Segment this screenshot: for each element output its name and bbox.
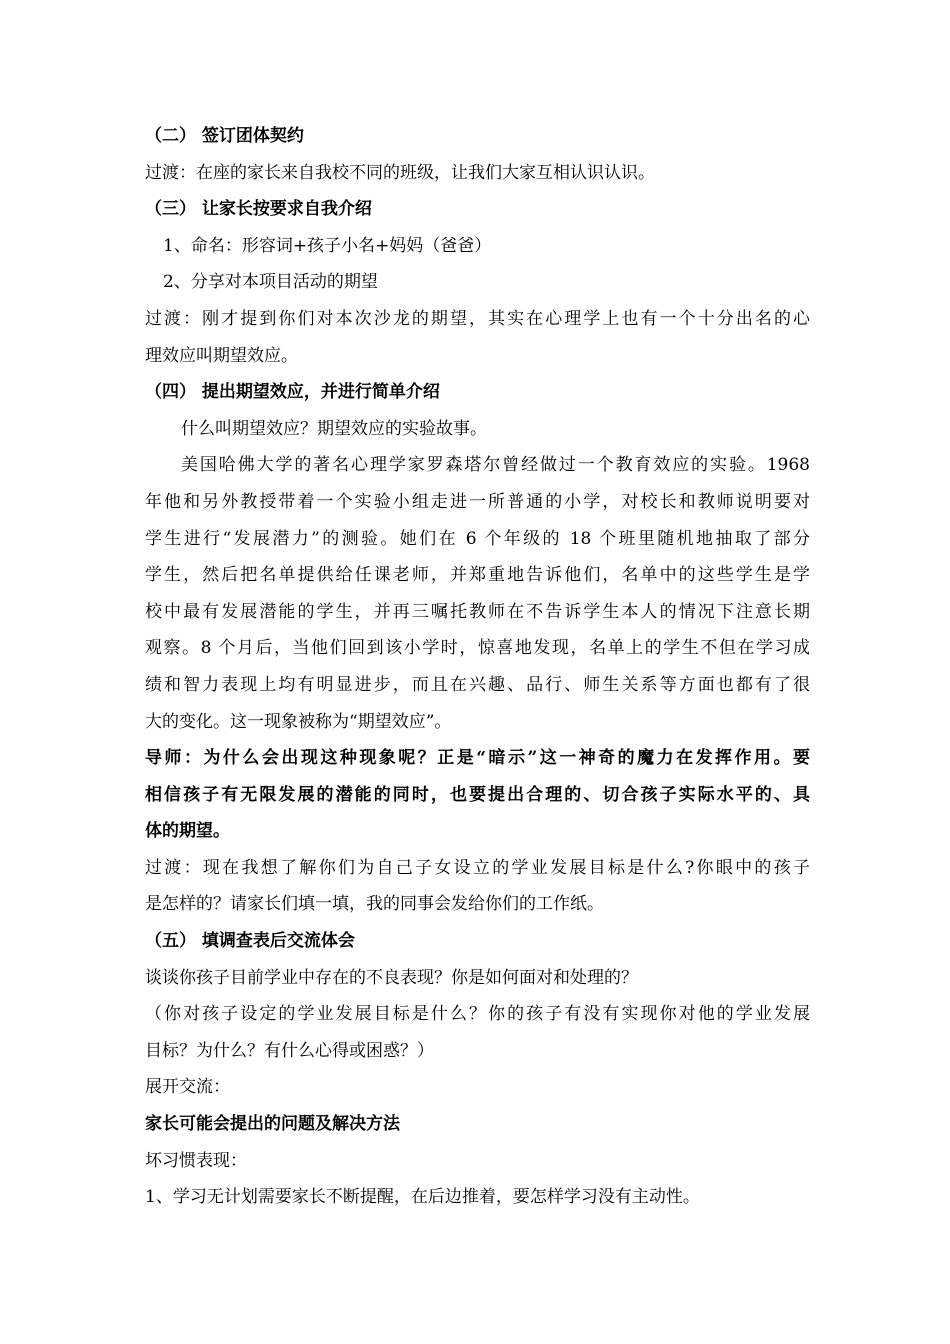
section-heading-2: （二） 签订团体契约 [145,126,304,146]
expand-line: 展开交流： [145,1077,230,1098]
question-line: 什么叫期望效应？期望效应的实验故事。 [181,418,487,439]
paragraph-line: 过渡：刚才提到你们对本次沙龙的期望，其实在心理学上也有一个十分出名的心 [145,308,810,329]
paragraph-line: 年他和另外教授带着一个实验小组走进一所普通的小学，对校长和教师说明要对 [145,491,810,512]
paragraph-line: 观察。8 个月后，当他们回到该小学时，惊喜地发现，名单上的学生不但在学习成 [145,638,810,659]
mentor-paragraph [145,740,810,850]
paragraph-line: 过渡：现在我想了解你们为自己子女设立的学业发展目标是什么?你眼中的孩子 [145,857,810,878]
paragraph-line: 美国哈佛大学的著名心理学家罗森塔尔曾经做过一个教育效应的实验。1968 [181,455,810,476]
paragraph-line: 理效应叫期望效应。 [145,345,298,366]
habit-item-1: 1、学习无计划需要家长不断提醒，在后边推着，要怎样学习没有主动性。 [145,1187,700,1208]
story-paragraph [145,447,810,740]
section-heading-3: （三） 让家长按要求自我介绍 [145,199,372,220]
problems-heading: 家长可能会提出的问题及解决方法 [145,1114,400,1135]
section-heading-5: （五） 填调查表后交流体会 [145,931,355,952]
paragraph-line: 大的变化。这一现象被称为“期望效应”。 [145,711,452,732]
paragraph-line: 体的期望。 [145,821,230,842]
paragraph-line: 学生进行“发展潜力”的测验。她们在 6 个年级的 18 个班里随机地抽取了部分 [145,528,810,549]
list-item-2: 2、分享对本项目活动的期望 [163,272,378,293]
bad-habits-label: 坏习惯表现： [145,1150,247,1171]
paragraph-line: 校中最有发展潜能的学生，并再三嘱托教师在不告诉学生本人的情况下注意长期 [145,601,810,622]
list-item-1: 1、命名：形容词+孩子小名+妈妈（爸爸） [163,235,492,256]
transition-paragraph-2 [145,301,810,374]
discussion-line-1: 谈谈你孩子目前学业中存在的不良表现？你是如何面对和处理的？ [145,967,638,988]
paragraph-line: 目标？为什么？有什么心得或困惑？） [145,1040,434,1061]
paragraph-line: 是怎样的？请家长们填一填，我的同事会发给你们的工作纸。 [145,894,604,915]
discussion-paragraph-2 [145,996,810,1069]
paragraph-line: 相信孩子有无限发展的潜能的同时，也要提出合理的、切合孩子实际水平的、具 [145,784,810,805]
section-heading-4: （四） 提出期望效应，并进行简单介绍 [145,382,440,403]
transition-paragraph-3 [145,850,810,923]
document-body [145,118,810,1216]
paragraph-line: 导师：为什么会出现这种现象呢？正是“暗示”这一神奇的魔力在发挥作用。要 [145,748,810,769]
paragraph-line: 绩和智力表现上均有明显进步，而且在兴趣、品行、师生关系等方面也都有了很 [145,674,810,695]
transition-paragraph-1: 过渡：在座的家长来自我校不同的班级，让我们大家互相认识认识。 [145,162,655,183]
paragraph-line: （你对孩子设定的学业发展目标是什么？你的孩子有没有实现你对他的学业发展 [145,1004,810,1025]
paragraph-line: 学生，然后把名单提供给任课老师，并郑重地告诉他们，名单中的这些学生是学 [145,565,810,586]
